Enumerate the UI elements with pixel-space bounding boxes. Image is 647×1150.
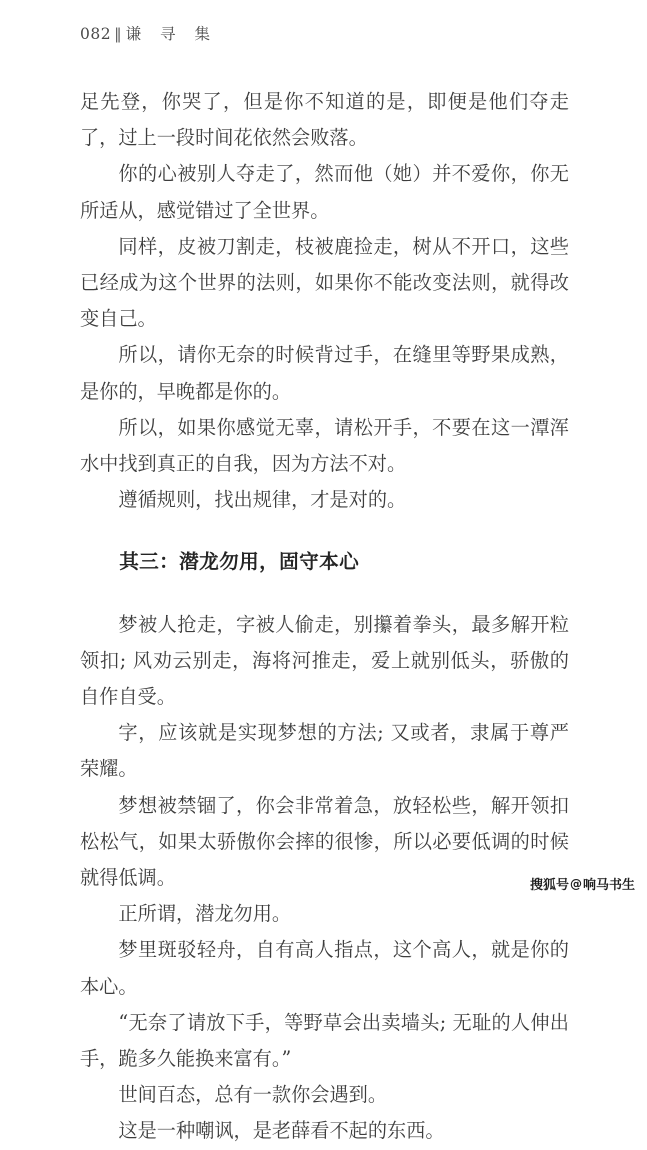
paragraph: 所以，如果你感觉无辜，请松开手，不要在这一潭浑水中找到真正的自我，因为方法不对。 <box>80 415 569 476</box>
paragraph: 梦想被禁锢了，你会非常着急，放轻松些，解开领扣松松气，如果太骄傲你会摔的很惨，所以必要低调的时候就得低调。 <box>80 793 569 890</box>
paragraph: 字，应该就是实现梦想的方法; 又或者，隶属于尊严荣耀。 <box>80 721 569 781</box>
watermark-account: 响马书生 <box>582 878 635 893</box>
paragraph: 同样，皮被刀割走，枝被鹿捡走，树从不开口，这些已经成为这个世界的法则，如果你不能改变法则，就得改变自己。 <box>80 234 569 331</box>
spacer <box>80 581 569 607</box>
spacer <box>80 518 569 544</box>
header-separator: ‖ <box>114 25 122 43</box>
paragraph: 梦里斑驳轻舟，自有高人指点，这个高人，就是你的本心。 <box>80 938 569 998</box>
body-text-column <box>80 84 569 1150</box>
watermark-platform: 搜狐号 <box>529 878 569 893</box>
section-heading: 其三：潜龙勿用，固守本心 <box>119 550 360 574</box>
page-number: 082 <box>80 25 112 43</box>
watermark <box>530 874 635 893</box>
paragraph: 遵循规则，找出规律，才是对的。 <box>118 488 407 512</box>
paragraph: 这是一种嘲讽，是老薛看不起的东西。 <box>118 1119 445 1143</box>
paragraph: 正所谓，潜龙勿用。 <box>118 902 292 926</box>
paragraph: 你的心被别人夺走了，然而他（她）并不爱你，你无所适从，感觉错过了全世界。 <box>80 162 569 222</box>
paragraph: 所以，请你无奈的时候背过手，在缝里等野果成熟，是你的，早晚都是你的。 <box>80 343 569 403</box>
paragraph: 世间百态，总有一款你会遇到。 <box>118 1083 388 1107</box>
paragraph: 梦被人抢走，字被人偷走，别攥着拳头，最多解开粒领扣; 风劝云别走，海将河推走，爱上就别低头，骄傲的自作自受。 <box>80 612 569 709</box>
running-head <box>80 22 217 48</box>
paragraph: 足先登，你哭了，但是你不知道的是，即便是他们夺走了，过上一段时间花依然会败落。 <box>80 90 569 150</box>
paragraph: “无奈了请放下手，等野草会出卖墙头; 无耻的人伸出手，跪多久能换来富有。” <box>80 1010 569 1071</box>
book-title: 谦 寻 集 <box>125 25 217 43</box>
at-icon: @ <box>569 876 582 891</box>
